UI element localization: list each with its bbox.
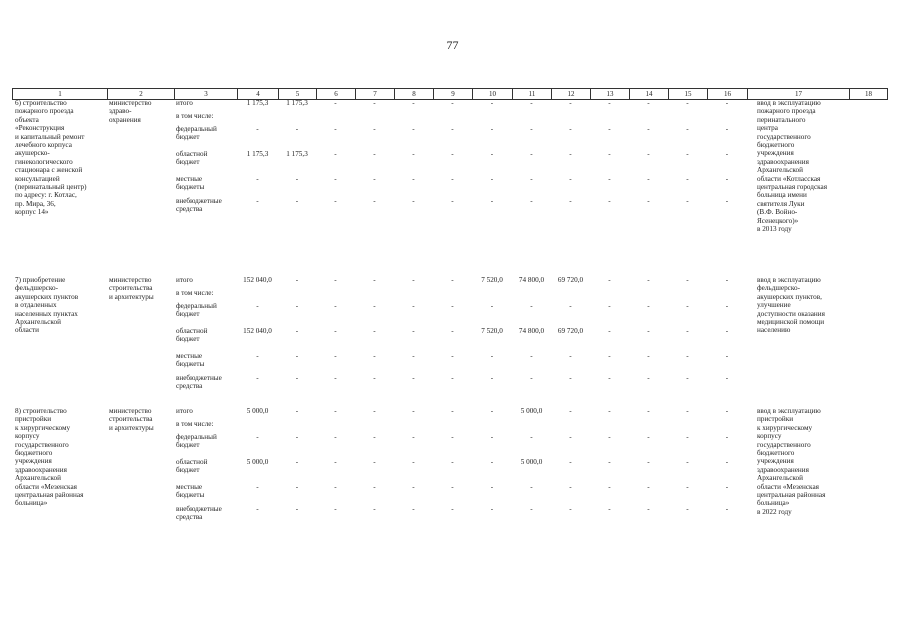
funding-value-cell: -: [373, 407, 376, 415]
funding-value-cell: -: [490, 407, 494, 415]
funding-value-cell: -: [490, 197, 494, 205]
funding-value-cell: -: [608, 150, 611, 158]
column-header: 1: [12, 89, 107, 99]
funding-value-cell: -: [373, 276, 376, 284]
funding-value-cell: -: [530, 150, 533, 158]
funding-value-cell: -: [530, 99, 533, 107]
funding-value-cell: -: [608, 175, 611, 183]
funding-value-cell: -: [490, 150, 494, 158]
funding-value-cell: -: [725, 327, 729, 335]
funding-value-cell: -: [373, 505, 376, 513]
funding-source-label: местные бюджеты: [176, 175, 205, 192]
funding-value-cell: 152 040,0: [243, 276, 272, 284]
funding-value-cell: -: [686, 302, 689, 310]
funding-value-cell: -: [686, 99, 689, 107]
funding-value-cell: -: [295, 302, 299, 310]
funding-value-cell: -: [295, 483, 299, 491]
funding-value-cell: -: [451, 374, 454, 382]
funding-value-cell: -: [295, 125, 299, 133]
funding-source-label: местные бюджеты: [176, 352, 205, 369]
funding-value-cell: -: [647, 150, 650, 158]
funding-value-cell: 1 175,3: [246, 99, 269, 107]
funding-source-label: внебюджетные средства: [176, 505, 222, 522]
funding-source-label: федеральный бюджет: [176, 302, 217, 319]
funding-source-label: федеральный бюджет: [176, 125, 217, 142]
funding-value-cell: -: [725, 175, 729, 183]
funding-value-cell: -: [647, 99, 650, 107]
column-header: 5: [278, 89, 316, 99]
column-header: 12: [551, 89, 590, 99]
funding-value-cell: -: [647, 125, 650, 133]
funding-value-cell: -: [373, 150, 376, 158]
funding-value-cell: -: [686, 125, 689, 133]
funding-value-cell: -: [451, 352, 454, 360]
column-header: 17: [747, 89, 849, 99]
funding-source-label: итого: [176, 99, 193, 107]
funding-value-cell: -: [256, 483, 259, 491]
funding-value-cell: -: [647, 302, 650, 310]
funding-value-cell: 69 720,0: [557, 276, 584, 284]
column-header: 7: [355, 89, 394, 99]
funding-value-cell: -: [334, 327, 337, 335]
funding-value-cell: 7 520,0: [481, 276, 503, 284]
funding-value-cell: -: [412, 407, 415, 415]
funding-value-cell: -: [608, 483, 611, 491]
funding-value-cell: -: [295, 505, 299, 513]
column-header: 4: [237, 89, 278, 99]
funding-value-cell: -: [451, 99, 454, 107]
funding-value-cell: -: [334, 276, 337, 284]
funding-value-cell: -: [451, 458, 454, 466]
funding-value-cell: -: [373, 352, 376, 360]
funding-value-cell: -: [256, 302, 259, 310]
funding-value-cell: -: [569, 458, 572, 466]
funding-value-cell: -: [530, 197, 533, 205]
expected-result: ввод в эксплуатацию фельдшерско- акушерских пунктов, улучшение доступности оказания медицинской помощи населению: [757, 276, 825, 335]
funding-value-cell: -: [334, 374, 337, 382]
funding-value-cell: -: [725, 407, 729, 415]
funding-value-cell: -: [686, 276, 689, 284]
funding-source-label: в том числе:: [176, 112, 214, 120]
funding-value-cell: -: [530, 352, 533, 360]
funding-source-label: в том числе:: [176, 289, 214, 297]
funding-value-cell: -: [295, 374, 299, 382]
funding-value-cell: -: [725, 150, 729, 158]
column-header: 11: [512, 89, 551, 99]
funding-value-cell: -: [334, 352, 337, 360]
funding-value-cell: -: [608, 327, 611, 335]
funding-value-cell: -: [373, 197, 376, 205]
funding-source-label: областной бюджет: [176, 150, 208, 167]
funding-value-cell: -: [686, 150, 689, 158]
funding-value-cell: -: [412, 374, 415, 382]
funding-value-cell: -: [295, 433, 299, 441]
funding-value-cell: -: [256, 352, 259, 360]
funding-source-label: внебюджетные средства: [176, 374, 222, 391]
measure-name: 7) приобретение фельдшерско- акушерских пунктов в отдаленных населенных пунктах Архангельской области: [15, 276, 79, 335]
funding-value-cell: -: [608, 407, 611, 415]
funding-value-cell: 1 175,3: [246, 150, 269, 158]
funding-value-cell: -: [412, 197, 415, 205]
funding-value-cell: -: [412, 99, 415, 107]
funding-source-label: внебюджетные средства: [176, 197, 222, 214]
funding-value-cell: -: [490, 433, 494, 441]
funding-value-cell: -: [412, 352, 415, 360]
funding-value-cell: -: [334, 175, 337, 183]
funding-value-cell: 7 520,0: [481, 327, 503, 335]
funding-value-cell: -: [530, 302, 533, 310]
funding-value-cell: -: [373, 175, 376, 183]
column-header: 6: [316, 89, 355, 99]
funding-value-cell: -: [686, 505, 689, 513]
funding-value-cell: -: [295, 197, 299, 205]
funding-source-label: областной бюджет: [176, 458, 208, 475]
funding-value-cell: -: [647, 407, 650, 415]
funding-value-cell: -: [256, 175, 259, 183]
funding-value-cell: -: [725, 276, 729, 284]
responsible-executor: министерство строительства и архитектуры: [109, 276, 154, 301]
funding-value-cell: -: [569, 175, 572, 183]
funding-value-cell: -: [490, 175, 494, 183]
funding-value-cell: -: [412, 175, 415, 183]
funding-value-cell: -: [569, 197, 572, 205]
funding-value-cell: -: [608, 433, 611, 441]
expected-result: ввод в эксплуатацию пристройки к хирургическому корпусу государственного бюджетного учреждения здравоохранения Архангельской области «Мезенская центральная районная больница» в 2022 году: [757, 407, 826, 516]
funding-value-cell: -: [256, 505, 259, 513]
funding-value-cell: -: [569, 505, 572, 513]
funding-value-cell: -: [608, 352, 611, 360]
funding-value-cell: -: [686, 483, 689, 491]
funding-value-cell: -: [530, 374, 533, 382]
funding-value-cell: -: [686, 327, 689, 335]
measure-name: 6) строительство пожарного проезда объекта «Реконструкция и капитальный ремонт лечебного корпуса акушерско- гинекологического стационара с женской консультацией (перинатальный центр) по адресу: г. Котлас, пр. Мира, 36, корпус 14»: [15, 99, 87, 217]
funding-value-cell: -: [412, 150, 415, 158]
funding-value-cell: -: [412, 483, 415, 491]
funding-value-cell: -: [295, 175, 299, 183]
funding-value-cell: -: [530, 125, 533, 133]
funding-value-cell: -: [490, 374, 494, 382]
funding-value-cell: -: [490, 302, 494, 310]
funding-value-cell: -: [530, 175, 533, 183]
funding-value-cell: -: [608, 276, 611, 284]
funding-value-cell: -: [295, 352, 299, 360]
funding-value-cell: -: [686, 175, 689, 183]
funding-value-cell: -: [569, 407, 572, 415]
funding-value-cell: -: [686, 374, 689, 382]
funding-value-cell: 74 800,0: [518, 327, 545, 335]
funding-value-cell: -: [725, 505, 729, 513]
funding-value-cell: -: [256, 433, 259, 441]
funding-value-cell: -: [530, 433, 533, 441]
funding-value-cell: -: [569, 302, 572, 310]
funding-value-cell: -: [373, 302, 376, 310]
funding-value-cell: -: [334, 197, 337, 205]
funding-value-cell: -: [490, 483, 494, 491]
funding-value-cell: -: [608, 374, 611, 382]
funding-value-cell: -: [490, 458, 494, 466]
funding-value-cell: -: [686, 433, 689, 441]
funding-value-cell: -: [569, 99, 572, 107]
page-number: 77: [446, 38, 459, 52]
responsible-executor: министерство строительства и архитектуры: [109, 407, 154, 432]
funding-value-cell: -: [647, 276, 650, 284]
funding-value-cell: -: [530, 505, 533, 513]
funding-value-cell: -: [686, 407, 689, 415]
funding-value-cell: -: [334, 505, 337, 513]
funding-value-cell: -: [334, 458, 337, 466]
funding-value-cell: -: [412, 327, 415, 335]
funding-value-cell: -: [608, 125, 611, 133]
funding-value-cell: -: [530, 483, 533, 491]
funding-value-cell: 5 000,0: [520, 458, 543, 466]
funding-value-cell: -: [490, 99, 494, 107]
funding-value-cell: -: [295, 458, 299, 466]
responsible-executor: министерство здраво- охранения: [109, 99, 152, 124]
column-header: 8: [394, 89, 433, 99]
funding-value-cell: 69 720,0: [557, 327, 584, 335]
funding-value-cell: -: [295, 327, 299, 335]
funding-value-cell: -: [725, 99, 729, 107]
funding-value-cell: -: [373, 374, 376, 382]
column-header: 9: [433, 89, 472, 99]
funding-value-cell: 1 175,3: [286, 99, 308, 107]
funding-value-cell: -: [569, 374, 572, 382]
funding-value-cell: -: [451, 327, 454, 335]
funding-value-cell: 5 000,0: [520, 407, 543, 415]
funding-value-cell: -: [373, 99, 376, 107]
funding-value-cell: 152 040,0: [243, 327, 272, 335]
funding-value-cell: 1 175,3: [286, 150, 308, 158]
funding-value-cell: -: [490, 505, 494, 513]
funding-value-cell: 5 000,0: [246, 407, 269, 415]
funding-value-cell: -: [412, 458, 415, 466]
funding-value-cell: -: [647, 175, 650, 183]
funding-value-cell: -: [334, 99, 337, 107]
funding-value-cell: -: [569, 433, 572, 441]
funding-source-label: итого: [176, 407, 193, 415]
funding-source-label: федеральный бюджет: [176, 433, 217, 450]
funding-value-cell: -: [725, 433, 729, 441]
funding-value-cell: -: [608, 505, 611, 513]
column-header: 2: [107, 89, 174, 99]
column-header: 10: [472, 89, 512, 99]
funding-value-cell: -: [725, 483, 729, 491]
funding-value-cell: -: [725, 374, 729, 382]
measure-name: 8) строительство пристройки к хирургическому корпусу государственного бюджетного учреждения здравоохранения Архангельской области «Мезенская центральная районная больница»: [15, 407, 84, 508]
funding-value-cell: -: [451, 407, 454, 415]
funding-value-cell: -: [412, 505, 415, 513]
funding-value-cell: -: [725, 125, 729, 133]
funding-value-cell: -: [490, 125, 494, 133]
funding-value-cell: -: [647, 327, 650, 335]
funding-value-cell: -: [451, 175, 454, 183]
funding-value-cell: -: [451, 483, 454, 491]
funding-value-cell: -: [569, 352, 572, 360]
funding-value-cell: -: [569, 483, 572, 491]
funding-value-cell: -: [451, 505, 454, 513]
funding-value-cell: 5 000,0: [246, 458, 269, 466]
funding-value-cell: -: [725, 197, 729, 205]
funding-value-cell: -: [256, 125, 259, 133]
funding-value-cell: -: [647, 483, 650, 491]
funding-value-cell: -: [334, 407, 337, 415]
funding-value-cell: -: [373, 125, 376, 133]
funding-value-cell: -: [412, 302, 415, 310]
funding-value-cell: -: [373, 433, 376, 441]
funding-value-cell: -: [725, 302, 729, 310]
funding-value-cell: -: [608, 197, 611, 205]
funding-value-cell: -: [334, 433, 337, 441]
funding-value-cell: -: [569, 150, 572, 158]
expected-result: ввод в эксплуатацию пожарного проезда перинатального центра государственного бюджетного учреждения здравоохранения Архангельской области «Котласская центральная городская больница имени святителя Луки (В.Ф. Войно- Ясенецкого)» в 2013 году: [757, 99, 828, 234]
funding-value-cell: -: [686, 197, 689, 205]
funding-value-cell: -: [334, 302, 337, 310]
funding-value-cell: -: [451, 302, 454, 310]
funding-value-cell: -: [334, 150, 337, 158]
funding-value-cell: -: [373, 327, 376, 335]
funding-value-cell: 74 800,0: [518, 276, 545, 284]
column-header: 18: [849, 89, 888, 99]
funding-value-cell: -: [256, 374, 259, 382]
column-header: 16: [707, 89, 747, 99]
funding-source-label: итого: [176, 276, 193, 284]
funding-value-cell: -: [647, 197, 650, 205]
funding-value-cell: -: [295, 276, 299, 284]
funding-value-cell: -: [451, 197, 454, 205]
funding-value-cell: -: [725, 352, 729, 360]
funding-value-cell: -: [647, 458, 650, 466]
funding-value-cell: -: [451, 433, 454, 441]
funding-value-cell: -: [334, 483, 337, 491]
funding-value-cell: -: [608, 99, 611, 107]
funding-source-label: в том числе:: [176, 420, 214, 428]
funding-value-cell: -: [569, 125, 572, 133]
column-header: 15: [668, 89, 707, 99]
funding-value-cell: -: [334, 125, 337, 133]
funding-source-label: областной бюджет: [176, 327, 208, 344]
column-header: 3: [174, 89, 237, 99]
funding-value-cell: -: [647, 505, 650, 513]
funding-value-cell: -: [647, 374, 650, 382]
funding-value-cell: -: [608, 302, 611, 310]
funding-value-cell: -: [725, 458, 729, 466]
funding-value-cell: -: [647, 352, 650, 360]
funding-value-cell: -: [451, 125, 454, 133]
funding-value-cell: -: [256, 197, 259, 205]
funding-value-cell: -: [608, 458, 611, 466]
funding-value-cell: -: [412, 125, 415, 133]
column-header: 13: [590, 89, 629, 99]
funding-value-cell: -: [412, 276, 415, 284]
funding-value-cell: -: [451, 150, 454, 158]
funding-value-cell: -: [295, 407, 299, 415]
funding-value-cell: -: [686, 458, 689, 466]
funding-value-cell: -: [373, 483, 376, 491]
funding-source-label: местные бюджеты: [176, 483, 205, 500]
funding-value-cell: -: [686, 352, 689, 360]
funding-value-cell: -: [451, 276, 454, 284]
funding-value-cell: -: [373, 458, 376, 466]
funding-value-cell: -: [490, 352, 494, 360]
column-header: 14: [629, 89, 668, 99]
funding-value-cell: -: [412, 433, 415, 441]
funding-value-cell: -: [647, 433, 650, 441]
